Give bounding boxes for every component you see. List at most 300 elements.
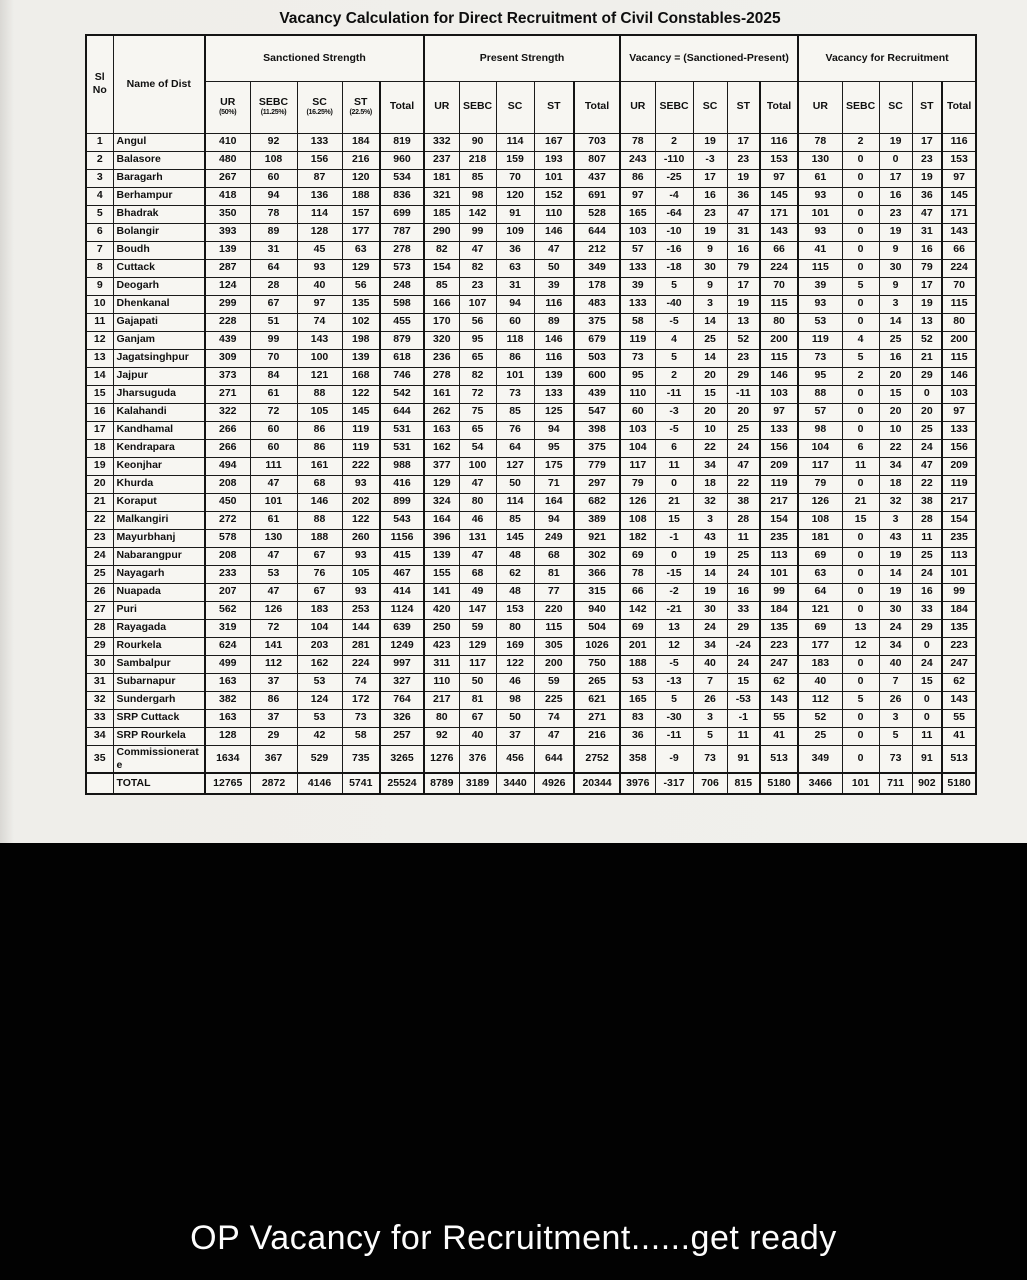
table-cell: 324	[424, 493, 459, 511]
table-cell: 63	[496, 259, 534, 277]
table-cell: 65	[459, 421, 496, 439]
table-cell: 166	[424, 295, 459, 313]
row-district: Keonjhar	[113, 457, 205, 475]
table-cell: 53	[798, 313, 842, 331]
table-cell: 3976	[620, 773, 655, 794]
table-cell: 542	[380, 385, 424, 403]
row-sl-no: 27	[86, 601, 113, 619]
table-cell: 24	[879, 619, 912, 637]
row-district: Nabarangpur	[113, 547, 205, 565]
table-cell: 40	[459, 727, 496, 745]
table-cell: 0	[842, 655, 879, 673]
table-cell: 163	[205, 709, 250, 727]
table-cell: 6	[655, 439, 693, 457]
table-cell: 31	[496, 277, 534, 295]
row-district: Ganjam	[113, 331, 205, 349]
column-header: ST	[534, 81, 574, 133]
table-cell: 415	[380, 547, 424, 565]
table-cell: 40	[297, 277, 342, 295]
table-cell: 19	[693, 547, 727, 565]
table-cell: 70	[250, 349, 297, 367]
row-district: Commissionerate	[113, 745, 205, 773]
table-cell: 321	[424, 187, 459, 205]
table-cell: 311	[424, 655, 459, 673]
table-cell: 208	[205, 547, 250, 565]
table-cell: 29	[727, 367, 760, 385]
row-district: Nuapada	[113, 583, 205, 601]
table-cell: 161	[424, 385, 459, 403]
table-cell: 14	[879, 313, 912, 331]
row-district: Koraput	[113, 493, 205, 511]
table-cell: 216	[574, 727, 620, 745]
table-cell: 24	[727, 439, 760, 457]
table-cell: 13	[655, 619, 693, 637]
table-cell: 76	[297, 565, 342, 583]
table-cell: 960	[380, 151, 424, 169]
row-district: Deogarh	[113, 277, 205, 295]
table-cell: 217	[760, 493, 798, 511]
table-cell: 94	[496, 295, 534, 313]
table-cell: 42	[297, 727, 342, 745]
total-row	[86, 773, 976, 794]
table-cell: 2	[655, 367, 693, 385]
table-cell: 271	[205, 385, 250, 403]
table-cell: 322	[205, 403, 250, 421]
table-cell: 90	[459, 133, 496, 151]
table-cell: 129	[459, 637, 496, 655]
table-cell: 80	[459, 493, 496, 511]
table-cell: 53	[297, 673, 342, 691]
table-cell: 45	[297, 241, 342, 259]
table-cell: 143	[760, 691, 798, 709]
table-cell: 117	[798, 457, 842, 475]
table-cell: 61	[250, 511, 297, 529]
table-cell: 10	[879, 421, 912, 439]
table-row	[86, 601, 976, 619]
table-cell: 11	[727, 727, 760, 745]
table-cell: 97	[942, 169, 976, 187]
row-district: Bhadrak	[113, 205, 205, 223]
table-cell: 125	[534, 403, 574, 421]
row-sl-no: 14	[86, 367, 113, 385]
table-cell: 0	[912, 637, 942, 655]
table-cell: 95	[620, 367, 655, 385]
table-cell: 99	[250, 331, 297, 349]
table-cell: 222	[342, 457, 380, 475]
vacancy-table	[85, 34, 977, 795]
table-cell: 78	[620, 565, 655, 583]
table-cell: 30	[879, 259, 912, 277]
table-cell: 272	[205, 511, 250, 529]
table-cell: 47	[250, 583, 297, 601]
table-cell: 39	[798, 277, 842, 295]
table-cell: -3	[693, 151, 727, 169]
table-cell: 34	[693, 637, 727, 655]
table-cell: 98	[798, 421, 842, 439]
table-cell: 30	[693, 259, 727, 277]
table-cell: 181	[798, 529, 842, 547]
table-cell: 69	[620, 619, 655, 637]
table-cell: 21	[912, 349, 942, 367]
column-header: ST	[727, 81, 760, 133]
table-cell: 29	[912, 619, 942, 637]
table-cell: 104	[297, 619, 342, 637]
table-cell: 92	[250, 133, 297, 151]
table-cell: 101	[842, 773, 879, 794]
row-sl-no: 12	[86, 331, 113, 349]
table-cell: 38	[912, 493, 942, 511]
table-cell: 15	[912, 673, 942, 691]
table-cell: 3265	[380, 745, 424, 773]
table-cell: 133	[942, 421, 976, 439]
table-cell: 73	[342, 709, 380, 727]
row-sl-no: 6	[86, 223, 113, 241]
table-cell: 86	[496, 349, 534, 367]
table-cell: 64	[798, 583, 842, 601]
table-cell: 416	[380, 475, 424, 493]
table-cell: 119	[760, 475, 798, 493]
table-cell: 115	[942, 295, 976, 313]
row-district: Balasore	[113, 151, 205, 169]
table-cell: 143	[297, 331, 342, 349]
table-cell: 11	[842, 457, 879, 475]
table-cell: 0	[842, 673, 879, 691]
table-cell: 573	[380, 259, 424, 277]
table-cell: 163	[424, 421, 459, 439]
table-row	[86, 403, 976, 421]
table-cell: 315	[574, 583, 620, 601]
table-cell: 124	[205, 277, 250, 295]
table-cell: 88	[798, 385, 842, 403]
table-cell: 97	[297, 295, 342, 313]
table-row	[86, 385, 976, 403]
table-cell: 70	[496, 169, 534, 187]
table-cell: 7	[693, 673, 727, 691]
table-cell: 61	[250, 385, 297, 403]
row-district: Baragarh	[113, 169, 205, 187]
table-cell: 141	[250, 637, 297, 655]
table-cell: 200	[942, 331, 976, 349]
table-row	[86, 331, 976, 349]
table-cell: 165	[620, 205, 655, 223]
table-cell: 4	[655, 331, 693, 349]
table-cell: 389	[574, 511, 620, 529]
table-cell: 467	[380, 565, 424, 583]
table-cell: 47	[534, 727, 574, 745]
table-cell: 80	[760, 313, 798, 331]
table-cell: 41	[798, 241, 842, 259]
table-cell: 146	[534, 331, 574, 349]
table-cell: 47	[459, 475, 496, 493]
table-cell: 503	[574, 349, 620, 367]
table-cell: 193	[534, 151, 574, 169]
table-cell: 115	[942, 349, 976, 367]
table-cell: 116	[760, 133, 798, 151]
table-cell: 250	[424, 619, 459, 637]
table-cell: 25	[727, 547, 760, 565]
table-cell: 819	[380, 133, 424, 151]
table-cell: 95	[798, 367, 842, 385]
table-cell: 746	[380, 367, 424, 385]
table-cell: 79	[912, 259, 942, 277]
table-cell: 200	[760, 331, 798, 349]
table-cell: 547	[574, 403, 620, 421]
table-cell: 108	[798, 511, 842, 529]
table-cell: 534	[380, 169, 424, 187]
table-cell: 20344	[574, 773, 620, 794]
table-cell: 115	[534, 619, 574, 637]
table-cell: 2872	[250, 773, 297, 794]
header-district: Name of Dist	[113, 35, 205, 133]
table-cell: 0	[842, 385, 879, 403]
header-vacancy-for-recruitment: Vacancy for Recruitment	[798, 35, 976, 81]
table-cell: 155	[424, 565, 459, 583]
table-cell: 21	[842, 493, 879, 511]
table-cell: 455	[380, 313, 424, 331]
table-cell: 644	[380, 403, 424, 421]
column-header: Total	[574, 81, 620, 133]
group-header-row	[86, 35, 976, 81]
table-cell: 0	[842, 565, 879, 583]
table-cell: 398	[574, 421, 620, 439]
table-cell: 41	[942, 727, 976, 745]
table-cell: 159	[496, 151, 534, 169]
table-cell: 188	[297, 529, 342, 547]
table-cell: 143	[760, 223, 798, 241]
table-cell: 47	[727, 457, 760, 475]
table-cell: 66	[760, 241, 798, 259]
table-cell: 139	[534, 367, 574, 385]
table-cell: 0	[842, 745, 879, 773]
table-cell: 0	[842, 169, 879, 187]
table-cell: 54	[459, 439, 496, 457]
table-cell: 93	[297, 259, 342, 277]
table-cell: 30	[879, 601, 912, 619]
table-cell: 94	[534, 511, 574, 529]
table-cell: 34	[879, 457, 912, 475]
table-cell: 144	[342, 619, 380, 637]
table-cell: 25	[693, 331, 727, 349]
table-cell: 98	[459, 187, 496, 205]
table-cell: 156	[760, 439, 798, 457]
table-cell: 157	[342, 205, 380, 223]
table-cell: 5	[842, 277, 879, 295]
table-cell: 47	[459, 547, 496, 565]
table-cell: 103	[942, 385, 976, 403]
row-sl-no: 30	[86, 655, 113, 673]
table-cell: 349	[574, 259, 620, 277]
table-cell: 115	[760, 295, 798, 313]
table-cell: 5	[655, 349, 693, 367]
table-cell: 60	[496, 313, 534, 331]
table-cell: 5	[693, 727, 727, 745]
table-cell: 262	[424, 403, 459, 421]
table-cell: 91	[496, 205, 534, 223]
total-sl-empty	[86, 773, 113, 794]
table-cell: 23	[912, 151, 942, 169]
table-cell: 164	[534, 493, 574, 511]
table-cell: 101	[760, 565, 798, 583]
table-cell: 47	[534, 241, 574, 259]
table-cell: -11	[727, 385, 760, 403]
row-sl-no: 23	[86, 529, 113, 547]
table-row	[86, 313, 976, 331]
table-row	[86, 709, 976, 727]
row-district: Khurda	[113, 475, 205, 493]
table-cell: 367	[250, 745, 297, 773]
table-row	[86, 241, 976, 259]
table-cell: 50	[459, 673, 496, 691]
row-district: Rayagada	[113, 619, 205, 637]
row-district: Kandhamal	[113, 421, 205, 439]
table-cell: 153	[496, 601, 534, 619]
table-cell: 290	[424, 223, 459, 241]
table-row	[86, 583, 976, 601]
row-sl-no: 16	[86, 403, 113, 421]
row-sl-no: 31	[86, 673, 113, 691]
table-cell: 19	[879, 133, 912, 151]
table-cell: 110	[424, 673, 459, 691]
table-cell: 103	[760, 385, 798, 403]
table-cell: 319	[205, 619, 250, 637]
row-sl-no: 9	[86, 277, 113, 295]
row-sl-no: 26	[86, 583, 113, 601]
row-sl-no: 28	[86, 619, 113, 637]
table-cell: 24	[912, 439, 942, 457]
table-cell: 84	[250, 367, 297, 385]
header-present-strength: Present Strength	[424, 35, 620, 81]
table-cell: 175	[534, 457, 574, 475]
column-header: SEBC	[842, 81, 879, 133]
table-cell: 52	[727, 331, 760, 349]
table-row	[86, 745, 976, 773]
table-cell: 135	[342, 295, 380, 313]
table-cell: 80	[942, 313, 976, 331]
table-cell: 124	[297, 691, 342, 709]
table-cell: 423	[424, 637, 459, 655]
table-cell: 72	[459, 385, 496, 403]
table-cell: 3	[879, 709, 912, 727]
table-cell: 504	[574, 619, 620, 637]
table-cell: 531	[380, 439, 424, 457]
table-cell: 899	[380, 493, 424, 511]
table-row	[86, 295, 976, 313]
table-cell: 127	[496, 457, 534, 475]
table-cell: 143	[942, 691, 976, 709]
table-cell: 327	[380, 673, 424, 691]
table-row	[86, 511, 976, 529]
table-cell: 2	[842, 133, 879, 151]
table-row	[86, 619, 976, 637]
table-cell: 18	[879, 475, 912, 493]
table-cell: 17	[693, 169, 727, 187]
table-cell: 36	[727, 187, 760, 205]
table-cell: 4926	[534, 773, 574, 794]
table-cell: 133	[620, 259, 655, 277]
table-cell: 437	[574, 169, 620, 187]
column-header-note: (16.25%)	[306, 109, 333, 117]
table-cell: 418	[205, 187, 250, 205]
table-cell: 297	[574, 475, 620, 493]
table-cell: 93	[342, 475, 380, 493]
table-cell: 20	[912, 403, 942, 421]
row-sl-no: 34	[86, 727, 113, 745]
table-row	[86, 439, 976, 457]
table-cell: 100	[459, 457, 496, 475]
row-sl-no: 3	[86, 169, 113, 187]
row-sl-no: 33	[86, 709, 113, 727]
table-row	[86, 133, 976, 151]
table-cell: 396	[424, 529, 459, 547]
table-cell: 12765	[205, 773, 250, 794]
table-cell: 9	[879, 241, 912, 259]
table-cell: 15	[693, 385, 727, 403]
table-cell: 13	[727, 313, 760, 331]
table-cell: 358	[620, 745, 655, 773]
table-cell: 494	[205, 457, 250, 475]
row-district: Nayagarh	[113, 565, 205, 583]
table-cell: 988	[380, 457, 424, 475]
table-cell: 18	[693, 475, 727, 493]
table-cell: 3	[693, 295, 727, 313]
table-cell: 26	[693, 691, 727, 709]
table-cell: 2	[655, 133, 693, 151]
table-row	[86, 205, 976, 223]
table-cell: 184	[342, 133, 380, 151]
table-cell: 326	[380, 709, 424, 727]
row-sl-no: 18	[86, 439, 113, 457]
table-cell: 88	[297, 511, 342, 529]
table-cell: 73	[620, 349, 655, 367]
table-cell: 129	[424, 475, 459, 493]
table-cell: 76	[496, 421, 534, 439]
table-cell: 624	[205, 637, 250, 655]
table-cell: 93	[798, 187, 842, 205]
table-cell: 142	[459, 205, 496, 223]
column-header: SC (16.25%)	[297, 81, 342, 133]
table-cell: 184	[760, 601, 798, 619]
table-cell: 78	[250, 205, 297, 223]
table-cell: 30	[693, 601, 727, 619]
table-cell: 17	[912, 133, 942, 151]
table-cell: 133	[620, 295, 655, 313]
table-cell: 9	[693, 241, 727, 259]
total-label: TOTAL	[113, 773, 205, 794]
table-cell: 153	[760, 151, 798, 169]
table-cell: 19	[693, 223, 727, 241]
table-cell: -5	[655, 313, 693, 331]
table-cell: 16	[727, 241, 760, 259]
table-cell: 62	[942, 673, 976, 691]
table-cell: 24	[727, 565, 760, 583]
table-cell: 393	[205, 223, 250, 241]
table-cell: 25	[912, 547, 942, 565]
table-cell: 43	[693, 529, 727, 547]
table-cell: 47	[459, 241, 496, 259]
table-cell: 5741	[342, 773, 380, 794]
table-cell: 108	[250, 151, 297, 169]
table-cell: 13	[842, 619, 879, 637]
table-cell: 265	[574, 673, 620, 691]
table-cell: 60	[620, 403, 655, 421]
table-cell: 135	[942, 619, 976, 637]
table-row	[86, 637, 976, 655]
table-cell: 130	[798, 151, 842, 169]
caption-band	[0, 843, 1027, 1280]
row-sl-no: 21	[86, 493, 113, 511]
table-cell: -25	[655, 169, 693, 187]
table-cell: 248	[380, 277, 424, 295]
